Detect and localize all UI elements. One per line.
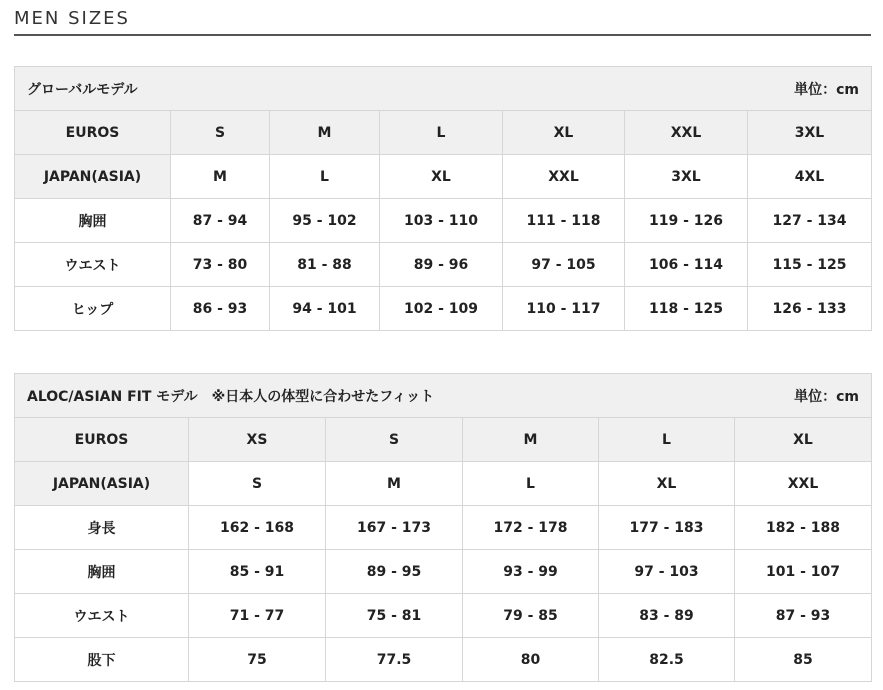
table-cell: 3XL: [625, 155, 748, 199]
table-caption-text: ALOC/ASIAN FIT モデル ※日本人の体型に合わせたフィット: [27, 388, 435, 405]
table-cell: XXL: [735, 462, 872, 506]
table-cell: L: [380, 111, 503, 155]
table-cell: 71 - 77: [189, 594, 326, 638]
table-cell: 80: [463, 638, 599, 682]
table-cell: 127 - 134: [748, 199, 872, 243]
table-cell: 83 - 89: [599, 594, 735, 638]
table-cell: 177 - 183: [599, 506, 735, 550]
table-cell: XL: [503, 111, 625, 155]
table-cell: 82.5: [599, 638, 735, 682]
table-cell: 95 - 102: [270, 199, 380, 243]
table-cell: 75 - 81: [326, 594, 463, 638]
table-cell: 126 - 133: [748, 287, 872, 331]
page-title: MEN SIZES: [14, 8, 130, 29]
table-cell: 103 - 110: [380, 199, 503, 243]
table-cell: M: [171, 155, 270, 199]
table-row: [15, 287, 872, 331]
title-divider: [14, 34, 871, 36]
table-cell: XXL: [625, 111, 748, 155]
row-label: ウエスト: [15, 243, 171, 287]
table-caption-row: [15, 374, 872, 418]
table-cell: 93 - 99: [463, 550, 599, 594]
table-cell: 119 - 126: [625, 199, 748, 243]
table-caption-text: グローバルモデル: [27, 81, 138, 98]
table-cell: S: [189, 462, 326, 506]
table-cell: 106 - 114: [625, 243, 748, 287]
table-cell: S: [171, 111, 270, 155]
table-cell: XXL: [503, 155, 625, 199]
row-label: 胸囲: [15, 550, 189, 594]
table-cell: 172 - 178: [463, 506, 599, 550]
table-cell: 89 - 95: [326, 550, 463, 594]
table-row: [15, 550, 872, 594]
row-label: ヒップ: [15, 287, 171, 331]
table-cell: XL: [380, 155, 503, 199]
table-cell: 79 - 85: [463, 594, 599, 638]
row-label: 胸囲: [15, 199, 171, 243]
table-cell: 4XL: [748, 155, 872, 199]
table-cell: 81 - 88: [270, 243, 380, 287]
table-cell: 73 - 80: [171, 243, 270, 287]
table-row: [15, 243, 872, 287]
table-row: [15, 594, 872, 638]
table-cell: 87 - 94: [171, 199, 270, 243]
table-cell: 167 - 173: [326, 506, 463, 550]
table-caption: [15, 67, 872, 111]
table-cell: 115 - 125: [748, 243, 872, 287]
table-cell: M: [326, 462, 463, 506]
row-label: JAPAN(ASIA): [15, 155, 171, 199]
row-label: JAPAN(ASIA): [15, 462, 189, 506]
unit-label: 単位：cm: [794, 388, 860, 405]
table-cell: 86 - 93: [171, 287, 270, 331]
table-cell: 94 - 101: [270, 287, 380, 331]
table-row: [15, 418, 872, 462]
table-cell: XL: [599, 462, 735, 506]
table-cell: 85 - 91: [189, 550, 326, 594]
table-row: [15, 638, 872, 682]
table-cell: L: [270, 155, 380, 199]
row-label: EUROS: [15, 111, 171, 155]
table-cell: 111 - 118: [503, 199, 625, 243]
row-label: EUROS: [15, 418, 189, 462]
table-cell: XS: [189, 418, 326, 462]
table-cell: 162 - 168: [189, 506, 326, 550]
row-label: 股下: [15, 638, 189, 682]
table-cell: 110 - 117: [503, 287, 625, 331]
table-cell: M: [270, 111, 380, 155]
table-row: [15, 199, 872, 243]
table-row: [15, 155, 872, 199]
table-cell: 87 - 93: [735, 594, 872, 638]
row-label: ウエスト: [15, 594, 189, 638]
table-cell: 77.5: [326, 638, 463, 682]
table-cell: 101 - 107: [735, 550, 872, 594]
table-cell: 118 - 125: [625, 287, 748, 331]
table-cell: 89 - 96: [380, 243, 503, 287]
table-cell: 97 - 103: [599, 550, 735, 594]
table-cell: 182 - 188: [735, 506, 872, 550]
table-caption: [15, 374, 872, 418]
table-row: [15, 506, 872, 550]
table-cell: L: [599, 418, 735, 462]
global-size-table: [14, 66, 872, 331]
table-cell: XL: [735, 418, 872, 462]
table-cell: 102 - 109: [380, 287, 503, 331]
row-label: 身長: [15, 506, 189, 550]
table-cell: L: [463, 462, 599, 506]
table-cell: 3XL: [748, 111, 872, 155]
table-row: [15, 462, 872, 506]
table-cell: M: [463, 418, 599, 462]
aloc-size-table: [14, 373, 872, 682]
table-row: [15, 111, 872, 155]
table-cell: 97 - 105: [503, 243, 625, 287]
table-cell: S: [326, 418, 463, 462]
table-caption-row: [15, 67, 872, 111]
unit-label: 単位：cm: [794, 81, 860, 98]
table-cell: 85: [735, 638, 872, 682]
table-cell: 75: [189, 638, 326, 682]
